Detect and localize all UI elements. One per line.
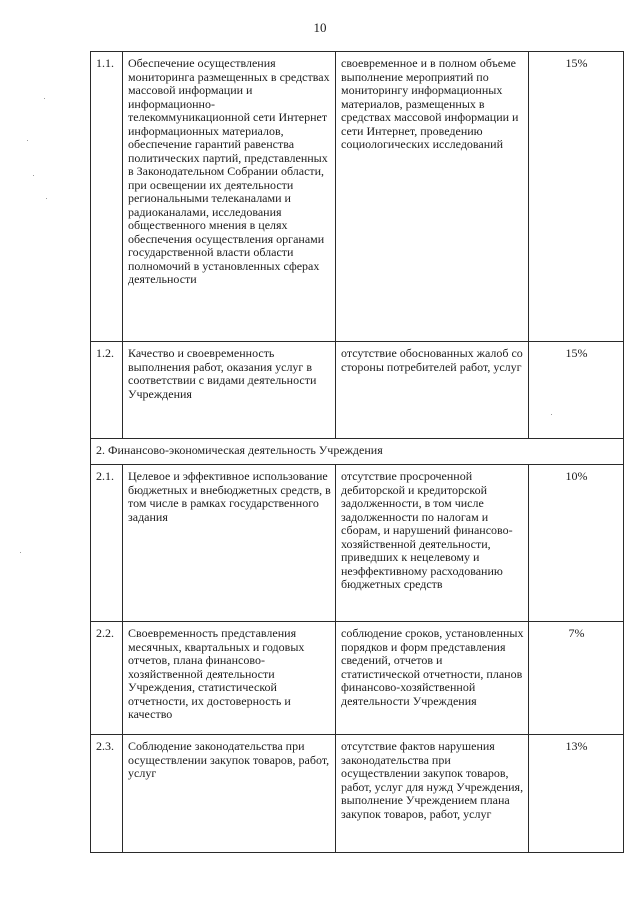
table-row (91, 52, 624, 342)
row-number: 2.1. (91, 465, 123, 622)
criterion-name: Соблюдение законодательства при осуществлении закупок товаров, работ, услуг (123, 735, 336, 853)
criterion-weight: 15% (529, 52, 624, 342)
scan-speck (27, 140, 28, 141)
table-row (91, 735, 624, 853)
criterion-weight: 13% (529, 735, 624, 853)
criterion-indicator: отсутствие просроченной дебиторской и кредиторской задолженности, в том числе задолженности по налогам и сборам, и нарушений финансово-хозяйственной деятельности, приведших к нецелевому и неэффективному расходованию бюджетных средств (336, 465, 529, 622)
criterion-weight: 15% (529, 342, 624, 439)
row-number: 2.3. (91, 735, 123, 853)
page-number: 10 (313, 20, 327, 35)
criteria-table (90, 51, 624, 853)
scan-speck (44, 98, 45, 99)
criterion-weight: 7% (529, 622, 624, 735)
criterion-indicator: отсутствие фактов нарушения законодательства при осуществлении закупок товаров, работ, услуг для нужд Учреждения, выполнение Учреждением плана закупок товаров, работ, услуг (336, 735, 529, 853)
scan-speck (20, 552, 21, 553)
section-header-row (91, 439, 624, 465)
criterion-indicator: соблюдение сроков, установленных порядков и форм представления сведений, отчетов и статистической отчетности, планов финансово-хозяйственной деятельности Учреждения (336, 622, 529, 735)
criterion-name: Целевое и эффективное использование бюджетных и внебюджетных средств, в том числе в рамках государственного задания (123, 465, 336, 622)
criterion-name: Качество и своевременность выполнения работ, оказания услуг в соответствии с видами деятельности Учреждения (123, 342, 336, 439)
table-row (91, 342, 624, 439)
section-title: 2. Финансово-экономическая деятельность Учреждения (91, 439, 624, 465)
table-row (91, 465, 624, 622)
table-row (91, 622, 624, 735)
row-number: 2.2. (91, 622, 123, 735)
criterion-weight: 10% (529, 465, 624, 622)
criterion-indicator: отсутствие обоснованных жалоб со стороны потребителей работ, услуг (336, 342, 529, 439)
criterion-indicator: своевременное и в полном объеме выполнение мероприятий по мониторингу информационных материалов, размещенных в средствах массовой информации и сети Интернет, проведению социологических исследований (336, 52, 529, 342)
row-number: 1.1. (91, 52, 123, 342)
row-number: 1.2. (91, 342, 123, 439)
scan-speck (46, 198, 47, 199)
criterion-name: Обеспечение осуществления мониторинга размещенных в средствах массовой информации и информационно-телекоммуникационной сети Интернет информационных материалов, обеспечение гарантий равенства политических партий, представленных в Законодательном Собрании области, при освещении их деятельности региональными телеканалами и радиоканалами, исследования общественного мнения в целях обеспечения осуществления органами государственной власти области полномочий в установленных сферах деятельности (123, 52, 336, 342)
criterion-name: Своевременность представления месячных, квартальных и годовых отчетов, плана финансово-хозяйственной деятельности Учреждения, статистической отчетности, их достоверность и качество (123, 622, 336, 735)
scan-speck (33, 175, 34, 176)
scan-speck (551, 414, 552, 415)
